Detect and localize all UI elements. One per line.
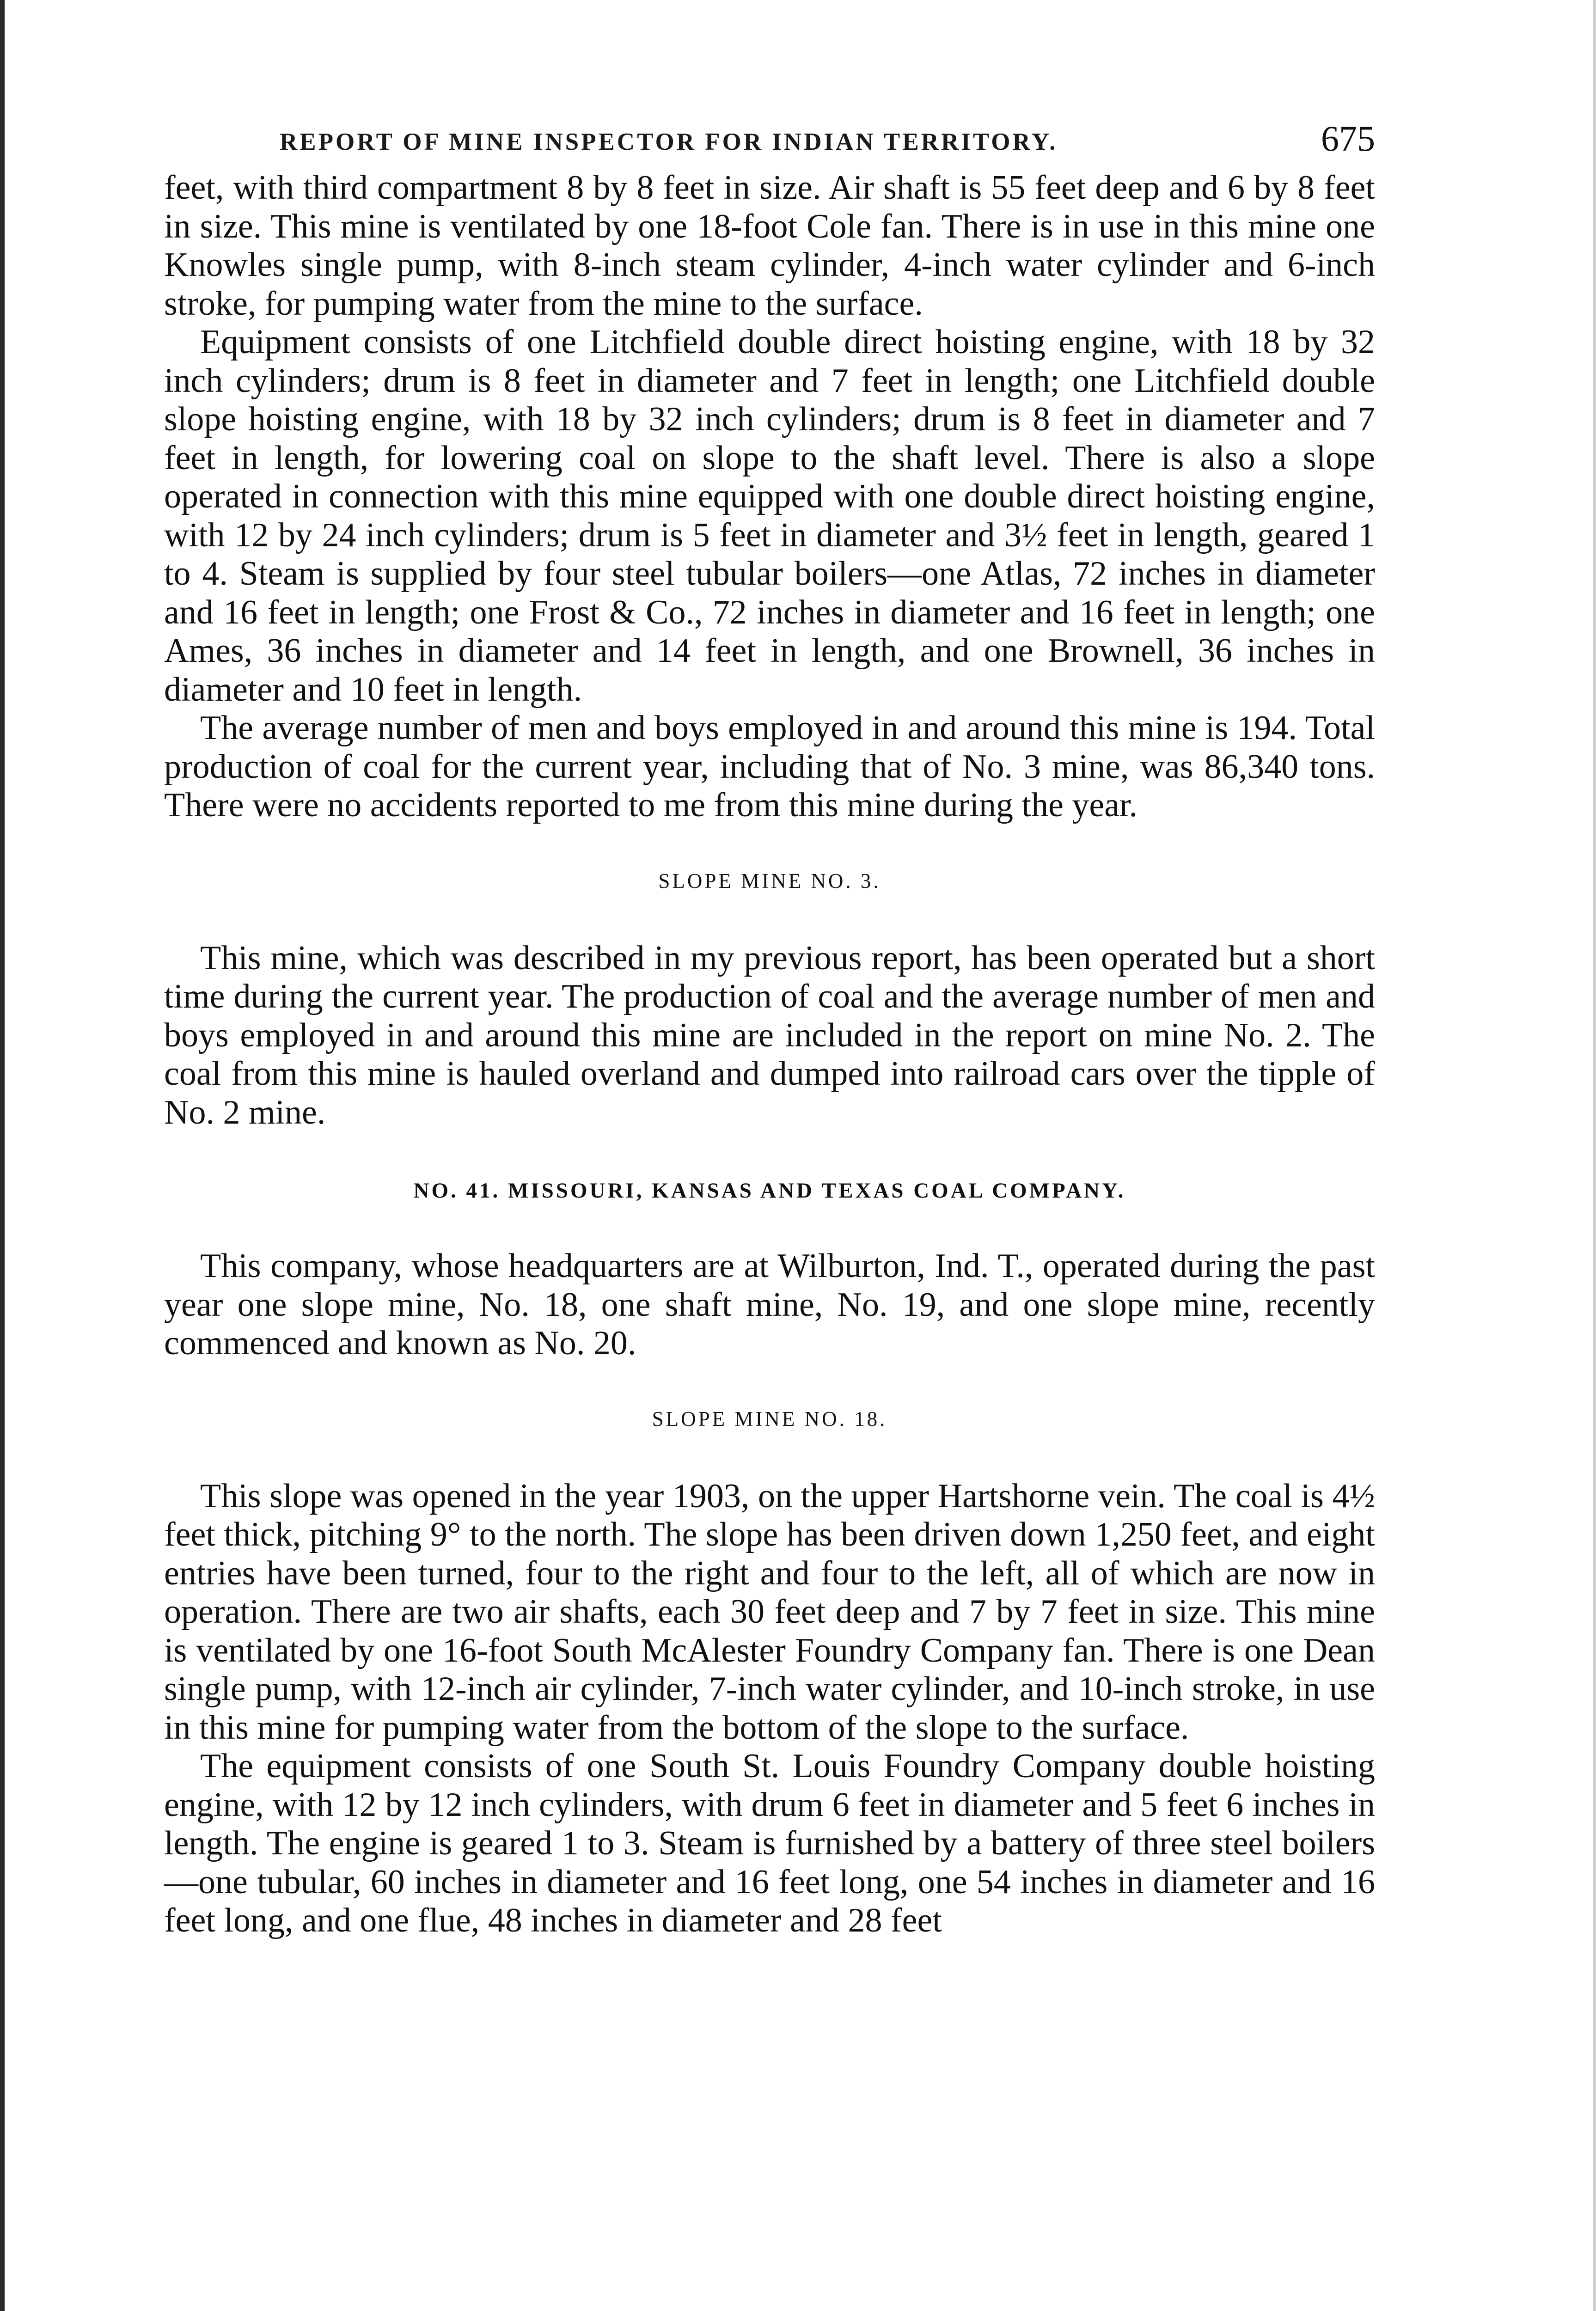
page-number: 675	[1321, 118, 1375, 159]
running-head	[164, 118, 1375, 169]
scan-right-edge	[1593, 0, 1596, 2311]
body-paragraph: The equipment consists of one South St. Louis Foundry Company double hoisting engine, with 12 by 12 inch cylinders, with drum 6 feet in diameter and 5 feet 6 inches in length. The engine is geared 1 to 3. Steam is furnished by a battery of three steel boilers—one tubular, 60 inches in diameter and 16 feet long, one 54 inches in diameter and 16 feet long, and one flue, 48 inches in diameter and 28 feet	[164, 1747, 1375, 1939]
document-page	[164, 118, 1375, 1940]
section-heading-slope-mine-18: SLOPE MINE NO. 18.	[652, 1407, 887, 1431]
body-paragraph: This mine, which was described in my previous report, has been operated but a short time during the current year. The production of coal and the average number of men and boys employed in and around this mine are included in the report on mine No. 2. The coal from this mine is hauled overland and dumped into railroad cars over the tipple of No. 2 mine.	[164, 939, 1375, 1131]
body-paragraph: This slope was opened in the year 1903, on the upper Hartshorne vein. The coal is 4½ feet thick, pitching 9° to the north. The slope has been driven down 1,250 feet, and eight entries have been turned, four to the right and four to the left, all of which are now in operation. There are two air shafts, each 30 feet deep and 7 by 7 feet in size. This mine is ventilated by one 16-foot South McAlester Foundry Company fan. There is one Dean single pump, with 12-inch air cylinder, 7-inch water cylinder, and 10-inch stroke, in use in this mine for pumping water from the bottom of the slope to the surface.	[164, 1477, 1375, 1747]
body-paragraph: feet, with third compartment 8 by 8 feet in size. Air shaft is 55 feet deep and 6 by 8 feet in size. This mine is ventilated by one 18-foot Cole fan. There is in use in this mine one Knowles single pump, with 8-inch steam cylinder, 4-inch water cylinder and 6-inch stroke, for pumping water from the mine to the surface.	[164, 169, 1375, 323]
section-heading-slope-mine-3: SLOPE MINE NO. 3.	[658, 869, 881, 893]
company-heading-no-41: NO. 41. MISSOURI, KANSAS AND TEXAS COAL COMPANY.	[413, 1179, 1126, 1203]
body-paragraph: Equipment consists of one Litchfield double direct hoisting engine, with 18 by 32 inch cylinders; drum is 8 feet in diameter and 7 feet in length; one Litchfield double slope hoisting engine, with 18 by 32 inch cylinders; drum is 8 feet in diameter and 7 feet in length, for lowering coal on slope to the shaft level. There is also a slope operated in connection with this mine equipped with one double direct hoisting engine, with 12 by 24 inch cylinders; drum is 5 feet in diameter and 3½ feet in length, geared 1 to 4. Steam is supplied by four steel tubular boilers—one Atlas, 72 inches in diameter and 16 feet in length; one Frost & Co., 72 inches in diameter and 16 feet in length; one Ames, 36 inches in diameter and 14 feet in length, and one Brownell, 36 inches in diameter and 10 feet in length.	[164, 323, 1375, 709]
running-head-title: REPORT OF MINE INSPECTOR FOR INDIAN TERRITORY.	[280, 128, 1058, 155]
scan-left-edge	[0, 0, 5, 2311]
body-paragraph: This company, whose headquarters are at Wilburton, Ind. T., operated during the past year one slope mine, No. 18, one shaft mine, No. 19, and one slope mine, recently commenced and known as No. 20.	[164, 1247, 1375, 1362]
body-paragraph: The average number of men and boys employed in and around this mine is 194. Total production of coal for the current year, including that of No. 3 mine, was 86,340 tons. There were no accidents reported to me from this mine during the year.	[164, 709, 1375, 824]
